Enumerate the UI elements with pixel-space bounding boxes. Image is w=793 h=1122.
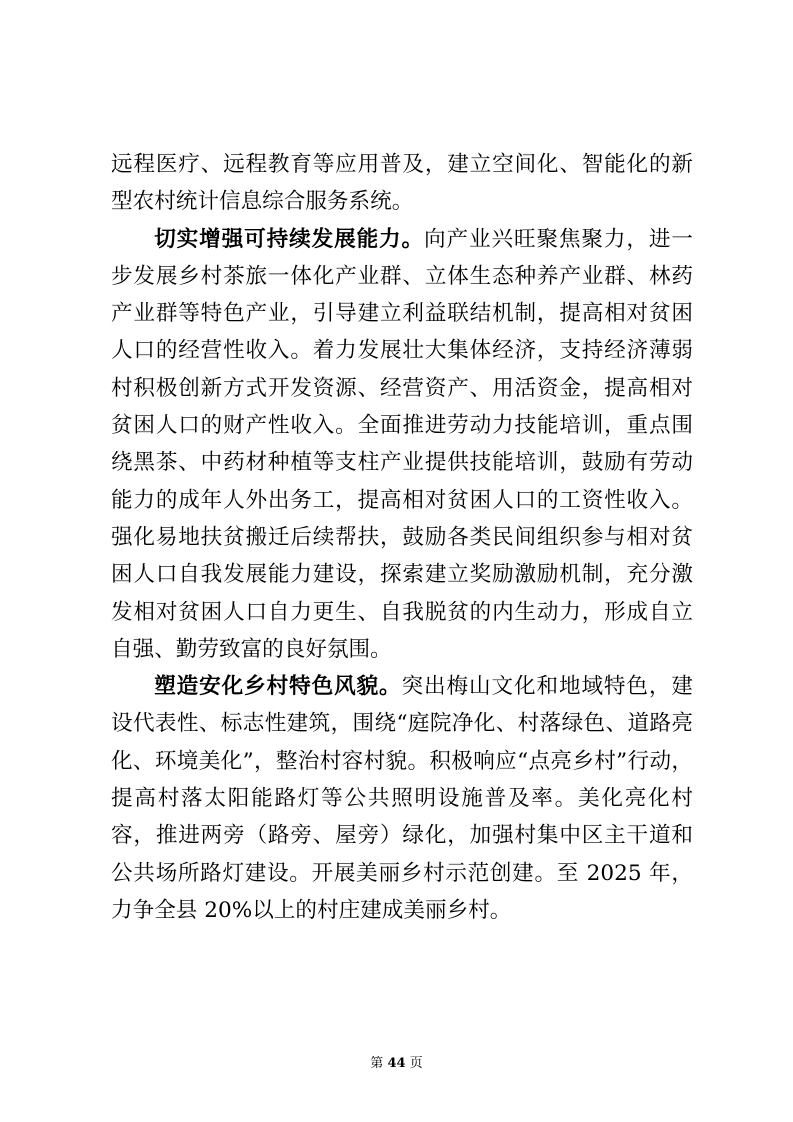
document-body [111, 146, 693, 929]
page-footer [0, 1056, 793, 1072]
paragraph-2-text: 向产业兴旺聚焦聚力，进一步发展乡村茶旅一体化产业群、立体生态种养产业群、林药产业群等特色产业，引导建立利益联结机制，提高相对贫困人口的经营性收入。着力发展壮大集体经济，支持经济薄弱村积极创新方式开发资源、经营资产、用活资金，提高相对贫困人口的财产性收入。全面推进劳动力技能培训，重点围绕黑茶、中药材种植等支柱产业提供技能培训，鼓励有劳动能力的成年人外出务工，提高相对贫困人口的工资性收入。强化易地扶贫搬迁后续帮扶，鼓励各类民间组织参与相对贫困人口自我发展能力建设，探索建立奖励激励机制，充分激发相对贫困人口自力更生、自我脱贫的内生动力，形成自立自强、勤劳致富的良好氛围。 [111, 226, 693, 662]
paragraph-3-heading: 塑造安化乡村特色风貌。 [154, 674, 402, 700]
page-number-prefix: 第 [370, 1056, 384, 1071]
paragraph-3 [111, 668, 693, 929]
paragraph-1-text: 远程医疗、远程教育等应用普及，建立空间化、智能化的新型农村统计信息综合服务系统。 [111, 152, 693, 215]
paragraph-2-heading: 切实增强可持续发展能力。 [154, 226, 425, 252]
page-number: 44 [387, 1056, 406, 1071]
paragraph-3-text: 突出梅山文化和地域特色，建设代表性、标志性建筑，围绕“庭院净化、村落绿色、道路亮化、环境美化”，整治村容村貌。积极响应“点亮乡村”行动，提高村落太阳能路灯等公共照明设施普及率。美化亮化村容，推进两旁（路旁、屋旁）绿化，加强村集中区主干道和公共场所路灯建设。开展美丽乡村示范创建。至 2025 年，力争全县 20%以上的村庄建成美丽乡村。 [111, 674, 693, 923]
paragraph-2 [111, 221, 693, 669]
page-number-suffix: 页 [409, 1056, 423, 1071]
paragraph-1 [111, 146, 693, 221]
